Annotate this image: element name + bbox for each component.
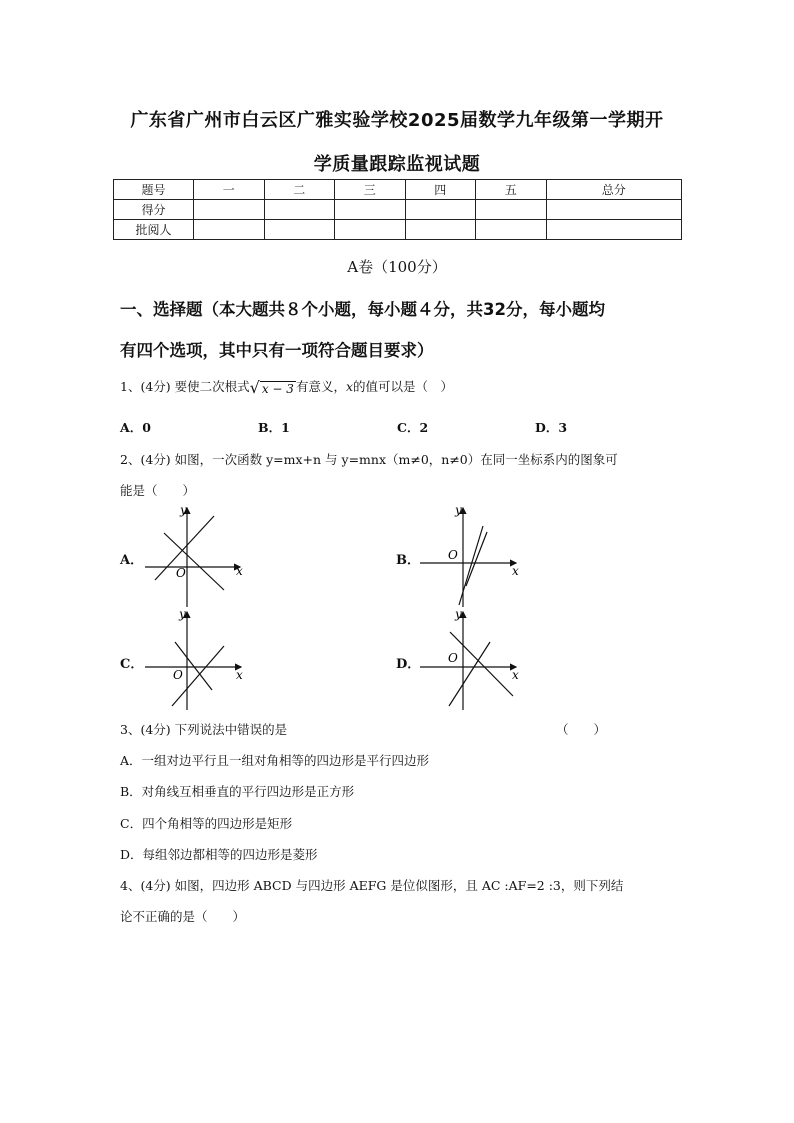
- origin-label: O: [448, 548, 458, 562]
- score-entry-cell[interactable]: [194, 220, 265, 240]
- question-3-option-c[interactable]: C．四个角相等的四边形是矩形: [120, 816, 293, 831]
- score-entry-cell[interactable]: [335, 220, 406, 240]
- question-1-option-c[interactable]: C．2: [397, 420, 429, 435]
- score-table-cell: 一: [194, 180, 265, 200]
- page-title-line-2: 学质量跟踪监视试题: [313, 154, 481, 175]
- question-1-variable: x: [345, 379, 354, 394]
- radical-sign-icon: √: [249, 377, 260, 397]
- volume-heading: A卷（100分）: [347, 258, 447, 276]
- score-table-row: [114, 200, 682, 220]
- question-3-option-d[interactable]: D．每组邻边都相等的四边形是菱形: [120, 847, 318, 862]
- score-table-cell: 五: [476, 180, 547, 200]
- graph-label-d[interactable]: D．: [396, 657, 421, 672]
- graph-b[interactable]: [415, 500, 525, 610]
- radicand: x − 3: [261, 381, 294, 396]
- score-entry-cell[interactable]: [405, 220, 476, 240]
- question-1-option-a[interactable]: A．0: [120, 420, 151, 435]
- y-axis-label: y: [455, 503, 462, 517]
- score-table-cell: 四: [405, 180, 476, 200]
- section-heading-line-2: 有四个选项，其中只有一项符合题目要求）: [120, 341, 434, 360]
- question-1-stem: [120, 377, 453, 396]
- score-entry-cell[interactable]: [476, 200, 547, 220]
- score-entry-cell[interactable]: [546, 220, 682, 240]
- page-title-line-1: 广东省广州市白云区广雅实验学校2025届数学九年级第一学期开: [130, 110, 664, 131]
- score-entry-cell[interactable]: [264, 220, 335, 240]
- y-axis-label: y: [179, 607, 186, 621]
- score-entry-cell[interactable]: [546, 200, 682, 220]
- graph-label-c[interactable]: C．: [120, 657, 144, 672]
- x-axis-label: x: [512, 668, 519, 682]
- score-entry-cell[interactable]: [194, 200, 265, 220]
- section-heading-line-1: 一、选择题（本大题共８个小题，每小题４分，共32分，每小题均: [120, 300, 605, 319]
- origin-label: O: [173, 668, 183, 682]
- score-entry-cell[interactable]: [405, 200, 476, 220]
- score-table-header-row: [114, 180, 682, 200]
- score-table-cell: 题号: [114, 180, 194, 200]
- x-axis-label: x: [512, 564, 519, 578]
- y-axis-label: y: [455, 607, 462, 621]
- score-entry-cell[interactable]: [476, 220, 547, 240]
- score-table-row: [114, 220, 682, 240]
- question-1-prefix: 1、(4分) 要使二次根式: [120, 379, 250, 394]
- question-3-option-a[interactable]: A．一组对边平行且一组对角相等的四边形是平行四边形: [120, 753, 430, 768]
- score-table-cell: 三: [335, 180, 406, 200]
- question-3-answer-paren[interactable]: （ ）: [556, 722, 607, 737]
- question-4-line-2: 论不正确的是（ ）: [120, 909, 246, 924]
- score-entry-cell[interactable]: [335, 200, 406, 220]
- score-entry-cell[interactable]: [264, 200, 335, 220]
- score-table-cell: 批阅人: [114, 220, 194, 240]
- score-table-cell: 总分: [546, 180, 682, 200]
- square-root-expression: [249, 377, 296, 397]
- line-y-mnx: [466, 532, 487, 586]
- x-axis-label: x: [236, 668, 243, 682]
- score-table-cell: 二: [264, 180, 335, 200]
- line-y-mx-n: [450, 632, 513, 696]
- y-axis-label: y: [180, 503, 187, 517]
- graph-c[interactable]: [140, 604, 250, 714]
- graph-d[interactable]: [415, 604, 525, 714]
- question-2-line-1: 2、(4分) 如图，一次函数 y=mx+n 与 y=mnx（m≠0，n≠0）在同一坐标系内的图象可: [120, 452, 618, 467]
- question-1-suffix: 有意义，: [295, 379, 346, 394]
- graph-label-a[interactable]: A．: [120, 553, 144, 568]
- question-4-line-1: 4、(4分) 如图，四边形 ABCD 与四边形 AEFG 是位似图形，且 AC :AF=2 :3，则下列结: [120, 878, 624, 893]
- question-3-option-b[interactable]: B．对角线互相垂直的平行四边形是正方形: [120, 784, 355, 799]
- origin-label: O: [176, 566, 186, 580]
- line-y-mnx: [164, 533, 224, 590]
- question-1-option-b[interactable]: B．1: [258, 420, 290, 435]
- score-table: [113, 179, 682, 240]
- score-table-cell: 得分: [114, 200, 194, 220]
- graph-label-b[interactable]: B．: [396, 553, 420, 568]
- x-axis-label: x: [236, 564, 243, 578]
- question-1-ending: 的值可以是（ ）: [353, 379, 454, 394]
- origin-label: O: [448, 651, 458, 665]
- question-2-line-2: 能是（ ）: [120, 483, 196, 498]
- graph-a[interactable]: [140, 500, 250, 610]
- question-1-option-d[interactable]: D．3: [535, 420, 568, 435]
- question-3-stem: 3、(4分) 下列说法中错误的是: [120, 722, 288, 737]
